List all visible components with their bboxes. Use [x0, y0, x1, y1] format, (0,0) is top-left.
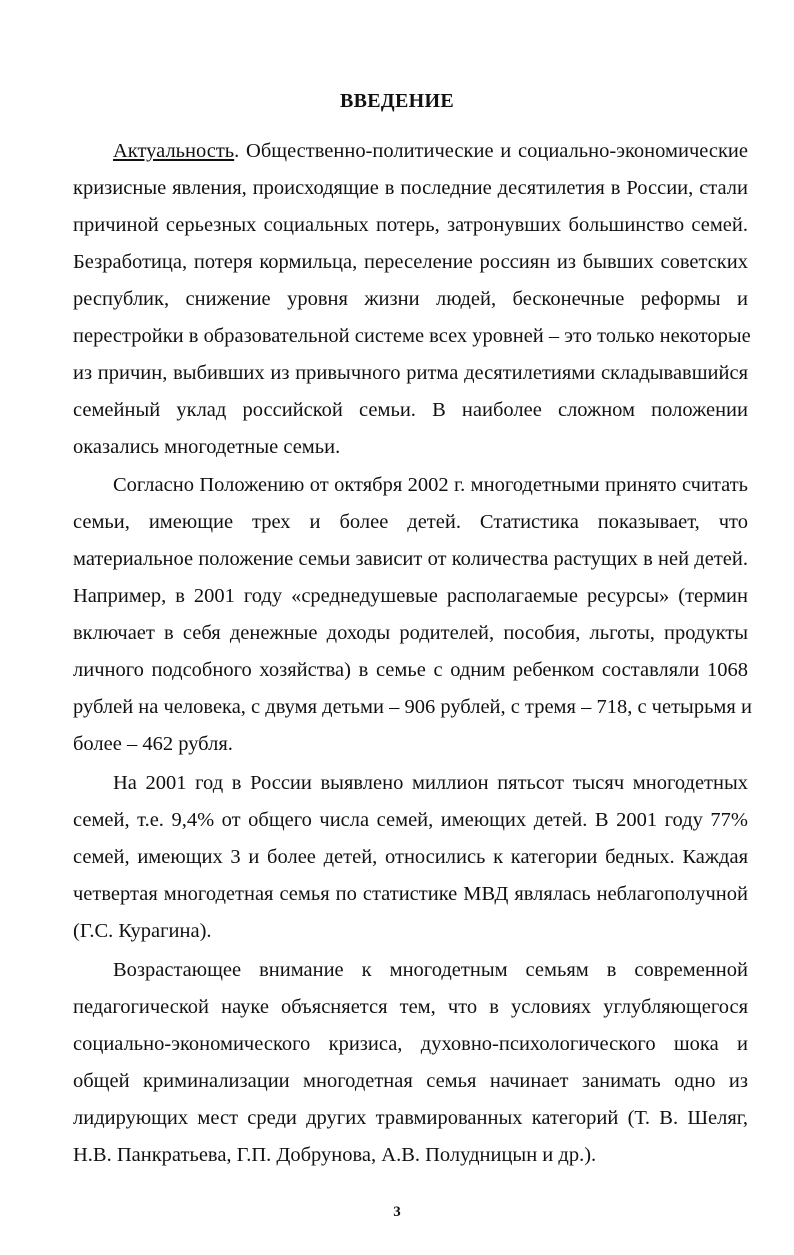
text-line: семей, имеющих 3 и более детей, относились к категории бедных. Каждая: [73, 846, 748, 868]
text-line-content: . Общественно-политические и социально-экономические: [234, 140, 748, 162]
text-line: социально-экономического кризиса, духовно-психологического шока и: [73, 1033, 748, 1055]
text-line: На 2001 год в России выявлено миллион пятьсот тысяч многодетных: [113, 772, 748, 794]
text-line: семей, т.е. 9,4% от общего числа семей, имеющих детей. В 2001 году 77%: [73, 809, 748, 831]
text-line: личного подсобного хозяйства) в семье с одним ребенком составляли 1068: [73, 659, 748, 681]
text-line: Н.В. Панкратьева, Г.П. Добрунова, А.В. Полудницын и др.).: [73, 1144, 597, 1166]
text-line: педагогической науке объясняется тем, что в условиях углубляющегося: [73, 996, 748, 1018]
text-line: из причин, выбивших из привычного ритма десятилетиями складывавшийся: [73, 362, 748, 384]
text-line: причиной серьезных социальных потерь, затронувших большинство семей.: [73, 214, 748, 236]
text-line: Согласно Положению от октября 2002 г. многодетными принято считать: [113, 474, 748, 496]
text-line: оказались многодетные семьи.: [73, 436, 341, 458]
text-line: семьи, имеющие трех и более детей. Статистика показывает, что: [73, 511, 748, 533]
text-line: рублей на человека, с двумя детьми – 906 рублей, с тремя – 718, с четырьмя и: [73, 696, 752, 718]
text-line: перестройки в образовательной системе всех уровней – это только некоторые: [73, 325, 751, 347]
relevance-heading: Актуальность: [113, 140, 235, 162]
page-number: 3: [393, 1204, 401, 1220]
text-line: включает в себя денежные доходы родителей, пособия, льготы, продукты: [73, 622, 748, 644]
text-line: Безработица, потеря кормильца, переселение россиян из бывших советских: [73, 251, 748, 273]
text-line: четвертая многодетная семья по статистике МВД являлась неблагополучной: [73, 883, 748, 905]
text-line: (Г.С. Курагина).: [73, 920, 212, 942]
text-line: [113, 138, 748, 164]
text-line: Возрастающее внимание к многодетным семьям в современной: [113, 959, 748, 981]
text-line: материальное положение семьи зависит от количества растущих в ней детей.: [73, 548, 748, 570]
text-line: лидирующих мест среди других травмированных категорий (Т. В. Шеляг,: [73, 1107, 748, 1129]
text-line: общей криминализации многодетная семья начинает занимать одно из: [73, 1070, 748, 1092]
page-title: ВВЕДЕНИЕ: [340, 90, 454, 112]
text-line: кризисные явления, происходящие в последние десятилетия в России, стали: [73, 177, 748, 199]
text-line: более – 462 рубля.: [73, 733, 233, 755]
text-line: семейный уклад российской семьи. В наиболее сложном положении: [73, 399, 748, 421]
text-line: Например, в 2001 году «среднедушевые располагаемые ресурсы» (термин: [73, 585, 748, 607]
text-line: республик, снижение уровня жизни людей, бесконечные реформы и: [73, 288, 748, 310]
